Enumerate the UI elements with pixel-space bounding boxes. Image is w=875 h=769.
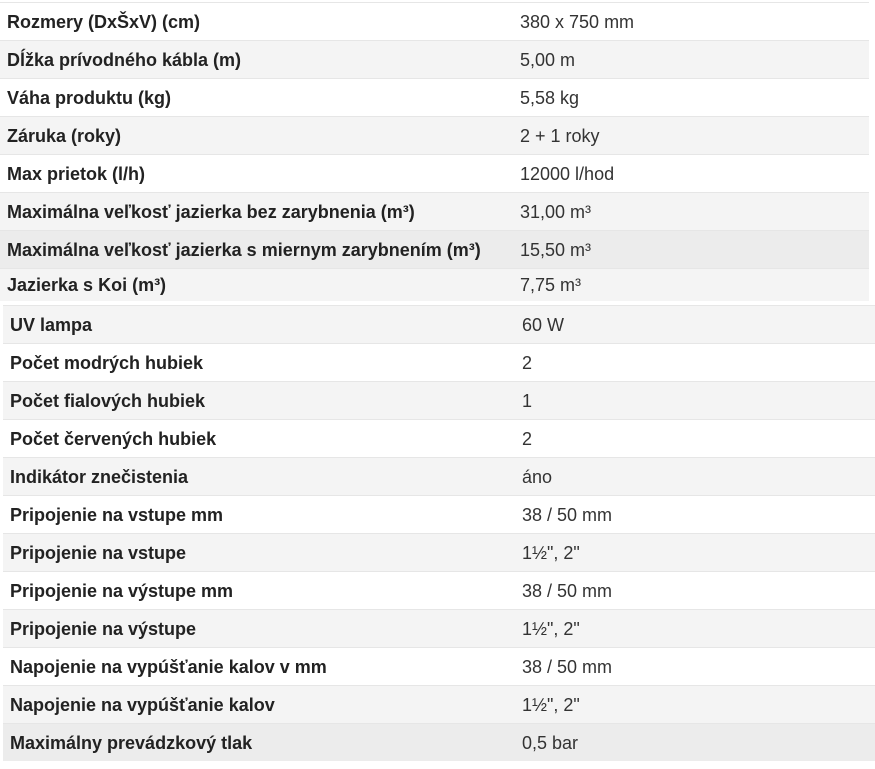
table-row [0, 79, 869, 117]
spec-value: 60 W [512, 306, 875, 344]
table-row [0, 155, 869, 193]
spec-label: Indikátor znečistenia [3, 458, 512, 496]
table-row [3, 458, 875, 496]
table-row [0, 41, 869, 79]
spec-label: Pripojenie na výstupe mm [3, 572, 512, 610]
spec-label: Jazierka s Koi (m³) [0, 269, 510, 302]
spec-label: UV lampa [3, 306, 512, 344]
spec-table-primary [0, 2, 869, 301]
spec-label: Váha produktu (kg) [0, 79, 510, 117]
spec-label: Pripojenie na vstupe [3, 534, 512, 572]
spec-value: 1 [512, 382, 875, 420]
spec-value: 5,00 m [510, 41, 869, 79]
spec-label: Maximálna veľkosť jazierka bez zarybnenia (m³) [0, 193, 510, 231]
table-row [0, 3, 869, 41]
spec-label: Pripojenie na výstupe [3, 610, 512, 648]
spec-value: 38 / 50 mm [512, 572, 875, 610]
spec-label: Rozmery (DxŠxV) (cm) [0, 3, 510, 41]
spec-value: 38 / 50 mm [512, 496, 875, 534]
table-row-highlighted [3, 724, 875, 762]
table-row [0, 269, 869, 302]
table-row [3, 344, 875, 382]
spec-value: áno [512, 458, 875, 496]
spec-label: Dĺžka prívodného kábla (m) [0, 41, 510, 79]
spec-label: Pripojenie na vstupe mm [3, 496, 512, 534]
spec-label: Počet modrých hubiek [3, 344, 512, 382]
table-row [0, 193, 869, 231]
spec-value: 7,75 m³ [510, 269, 869, 302]
table-row [3, 610, 875, 648]
spec-value: 31,00 m³ [510, 193, 869, 231]
table-row [3, 382, 875, 420]
table-row [3, 686, 875, 724]
spec-value: 0,5 bar [512, 724, 875, 762]
spec-value: 1½", 2" [512, 686, 875, 724]
table-row-highlighted [0, 231, 869, 269]
spec-table-secondary [3, 305, 875, 761]
spec-value: 5,58 kg [510, 79, 869, 117]
spec-label: Maximálny prevádzkový tlak [3, 724, 512, 762]
spec-value: 1½", 2" [512, 534, 875, 572]
table-row [0, 117, 869, 155]
spec-value: 38 / 50 mm [512, 648, 875, 686]
table-row [3, 496, 875, 534]
spec-label: Maximálna veľkosť jazierka s miernym zarybnením (m³) [0, 231, 510, 269]
spec-value: 1½", 2" [512, 610, 875, 648]
spec-label: Max prietok (l/h) [0, 155, 510, 193]
spec-value: 380 x 750 mm [510, 3, 869, 41]
spec-label: Napojenie na vypúšťanie kalov [3, 686, 512, 724]
spec-label: Napojenie na vypúšťanie kalov v mm [3, 648, 512, 686]
spec-label: Záruka (roky) [0, 117, 510, 155]
table-row [3, 306, 875, 344]
table-row [3, 534, 875, 572]
spec-value: 12000 l/hod [510, 155, 869, 193]
spec-label: Počet fialových hubiek [3, 382, 512, 420]
table-row [3, 648, 875, 686]
spec-value: 15,50 m³ [510, 231, 869, 269]
table-row [3, 420, 875, 458]
spec-label: Počet červených hubiek [3, 420, 512, 458]
spec-value: 2 + 1 roky [510, 117, 869, 155]
spec-value: 2 [512, 344, 875, 382]
spec-value: 2 [512, 420, 875, 458]
table-row [3, 572, 875, 610]
